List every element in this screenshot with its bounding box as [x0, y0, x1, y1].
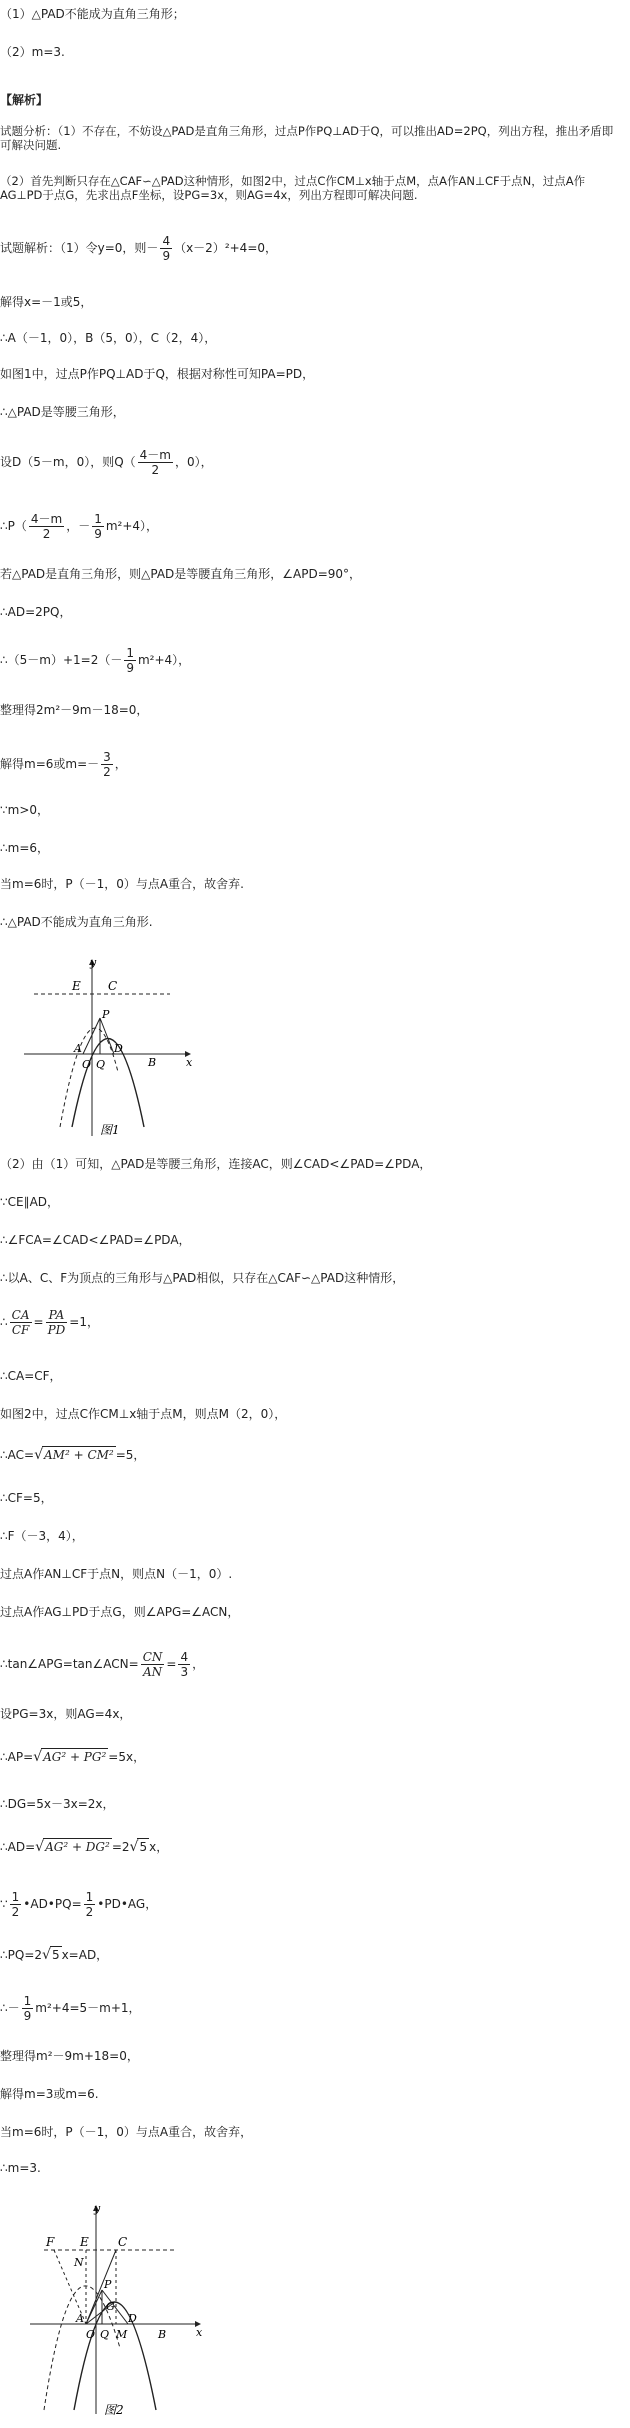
fraction: $\frac{1}{2}$: [85, 1890, 94, 1919]
fraction: $\frac{1}{9}$: [94, 512, 102, 541]
sqrt-expression: 5: [51, 1948, 60, 1962]
part2-step-12: 过点A作AG⊥PD于点G，则∠APG=∠ACN，: [0, 1605, 240, 1619]
part2-step-2: ∵CE∥AD，: [0, 1195, 60, 1209]
fraction: $\frac{4}{3}$: [180, 1650, 189, 1679]
part2-step-21: 整理得m²－9m+18=0，: [0, 2049, 139, 2063]
figure-1-caption: 图1: [100, 1123, 120, 1137]
part2-step-23: 当m=6时，P（－1，0）与点A重合，故舍弃，: [0, 2125, 253, 2139]
solution-step-10: ∴（5－m）+1=2（－ $\frac{1}{9}$ m²+4），: [0, 646, 191, 675]
segment-pd: [100, 1018, 114, 1054]
label-e: E: [72, 979, 81, 993]
part2-step-4: ∴以A、C、F为顶点的三角形与△PAD相似，只存在△CAF∽△PAD这种情形，: [0, 1271, 405, 1285]
label-x: x: [186, 1056, 193, 1069]
figure-2-caption: 图2: [104, 2403, 124, 2417]
sqrt-expression: AM² + CM²: [44, 1448, 114, 1462]
sqrt-expression: AG² + DG²: [45, 1840, 110, 1854]
figure-2-graph: [24, 2198, 214, 2420]
part2-step-3: ∴∠FCA=∠CAD<∠PAD=∠PDA，: [0, 1233, 191, 1247]
solution-step-11: 整理得2m²－9m－18=0，: [0, 703, 149, 717]
label-b: B: [148, 1056, 157, 1069]
label-d: D: [114, 1042, 123, 1055]
part2-step-11: 过点A作AN⊥CF于点N，则点N（－1，0）.: [0, 1567, 233, 1581]
solution-step-12: 解得m=6或m=－ $\frac{3}{2}$ ，: [0, 750, 127, 779]
part2-step-24: ∴m=3.: [0, 2161, 41, 2175]
part2-step-14: 设PG=3x，则AG=4x，: [0, 1707, 132, 1721]
analysis-paragraph-2: （2）首先判断只存在△CAF∽△PAD这种情形，如图2中，过点C作CM⊥x轴于点M，点A作AN⊥CF于点N，过点A作AG⊥PD于点G，先求出点F坐标，设PG=3x，则AG=4x，列出方程即可解决问题.: [0, 174, 586, 202]
fraction: $\frac{3}{2}$: [103, 750, 111, 779]
solution-step-1: 试题解析：（1）令y=0，则－ $\frac{4}{9}$ （x－2）²+4=0，: [0, 234, 278, 263]
label-b: B: [158, 2328, 167, 2341]
sqrt-expression: AG² + PG²: [43, 1750, 107, 1764]
label-c: C: [108, 979, 118, 993]
fraction: $\frac{1}{9}$: [23, 1994, 32, 2023]
label-y: y: [94, 2202, 101, 2215]
label-e: E: [80, 2235, 89, 2249]
fraction: $\frac{1}{9}$: [126, 646, 134, 675]
label-a: A: [76, 2312, 84, 2325]
solution-step-8: 若△PAD是直角三角形，则△PAD是等腰直角三角形，∠APD=90°，: [0, 567, 362, 581]
fraction: $\frac{CN}{AN}$: [142, 1650, 163, 1679]
part2-step-7: 如图2中，过点C作CM⊥x轴于点M，则点M（2，0），: [0, 1407, 287, 1421]
parabola-curve: [72, 1039, 144, 1128]
label-c: C: [118, 2235, 128, 2249]
label-m: M: [116, 2328, 128, 2341]
solution-step-16: ∴△PAD不能成为直角三角形.: [0, 915, 153, 929]
segment-ap: [86, 2290, 102, 2324]
part2-step-10: ∴F（－3，4），: [0, 1529, 84, 1543]
part2-step-18: ∵ $\frac{1}{2}$ •AD•PQ= $\frac{1}{2}$ •PD•AG，: [0, 1890, 158, 1919]
label-g: G: [106, 2300, 115, 2313]
solution-step-15: 当m=6时，P（－1，0）与点A重合，故舍弃.: [0, 877, 244, 891]
part2-step-15: ∴AP=√AG² + PG² =5x，: [0, 1749, 146, 1765]
part2-step-9: ∴CF=5，: [0, 1491, 53, 1505]
figure-1: [20, 952, 200, 1138]
sqrt-expression: 5: [139, 1840, 148, 1854]
solution-step-13: ∵m>0，: [0, 803, 50, 817]
answer-1: （1）△PAD不能成为直角三角形；: [0, 7, 185, 21]
fraction: $\frac{CA}{CF}$: [11, 1308, 30, 1337]
part2-step-1: （2）由（1）可知，△PAD是等腰三角形，连接AC，则∠CAD<∠PAD=∠PDA，: [0, 1157, 432, 1171]
solution-step-7: ∴P（ $\frac{4-m}{2}$ ，－ $\frac{1}{9}$ m²+4），: [0, 512, 159, 541]
fraction: $\frac{1}{2}$: [11, 1890, 20, 1919]
solution-step-4: 如图1中，过点P作PQ⊥AD于Q，根据对称性可知PA=PD，: [0, 367, 315, 381]
solution-step-3: ∴A（－1，0），B（5，0），C（2，4），: [0, 331, 217, 345]
part2-step-13: ∴tan∠APG=tan∠ACN= $\frac{CN}{AN}$ = $\frac{4}{3}$ ，: [0, 1650, 205, 1679]
label-o: O: [86, 2328, 96, 2341]
solution-step-5: ∴△PAD是等腰三角形，: [0, 405, 125, 419]
part2-step-19: ∴PQ=2√5 x=AD，: [0, 1947, 109, 1963]
part2-step-6: ∴CA=CF，: [0, 1369, 62, 1383]
analysis-heading: 【解析】: [0, 93, 49, 107]
label-p: P: [104, 2278, 112, 2291]
part2-step-17: ∴AD=√AG² + DG² =2√5 x，: [0, 1839, 169, 1855]
part2-step-20: ∴－ $\frac{1}{9}$ m²+4=5－m+1，: [0, 1994, 141, 2023]
answer-2: （2）m=3.: [0, 45, 65, 59]
fraction: $\frac{PA}{PD}$: [47, 1308, 66, 1337]
label-o: O: [82, 1058, 92, 1071]
label-y: y: [90, 956, 97, 969]
part2-step-8: ∴AC=√AM² + CM² =5，: [0, 1447, 146, 1463]
analysis-paragraph-1: 试题分析：（1）不存在，不妨设△PAD是直角三角形，过点P作PQ⊥AD于Q，可以推出AD=2PQ，列出方程，推出矛盾即可解决问题.: [0, 124, 614, 152]
solution-step-14: ∴m=6，: [0, 841, 50, 855]
label-q: Q: [96, 1058, 106, 1071]
part2-step-5: ∴ $\frac{CA}{CF}$ = $\frac{PA}{PD}$ =1，: [0, 1308, 99, 1337]
fraction: $\frac{4-m}{2}$: [30, 512, 63, 541]
label-f: F: [46, 2235, 55, 2249]
fraction: $\frac{4}{9}$: [162, 234, 171, 263]
label-d: D: [128, 2312, 137, 2325]
label-x: x: [196, 2326, 203, 2339]
solution-step-9: ∴AD=2PQ，: [0, 605, 72, 619]
part2-step-22: 解得m=3或m=6.: [0, 2087, 99, 2101]
label-n: N: [74, 2256, 84, 2269]
figure-1-graph: [20, 952, 200, 1138]
fraction: $\frac{4-m}{2}$: [139, 448, 171, 477]
solution-step-2: 解得x=－1或5，: [0, 295, 93, 309]
solution-step-6: 设D（5－m，0），则Q（ $\frac{4-m}{2}$ ，0），: [0, 448, 213, 477]
label-p: P: [102, 1008, 110, 1021]
figure-2: [24, 2198, 214, 2420]
part2-step-16: ∴DG=5x－3x=2x，: [0, 1797, 115, 1811]
label-a: A: [74, 1042, 82, 1055]
label-q: Q: [100, 2328, 110, 2341]
